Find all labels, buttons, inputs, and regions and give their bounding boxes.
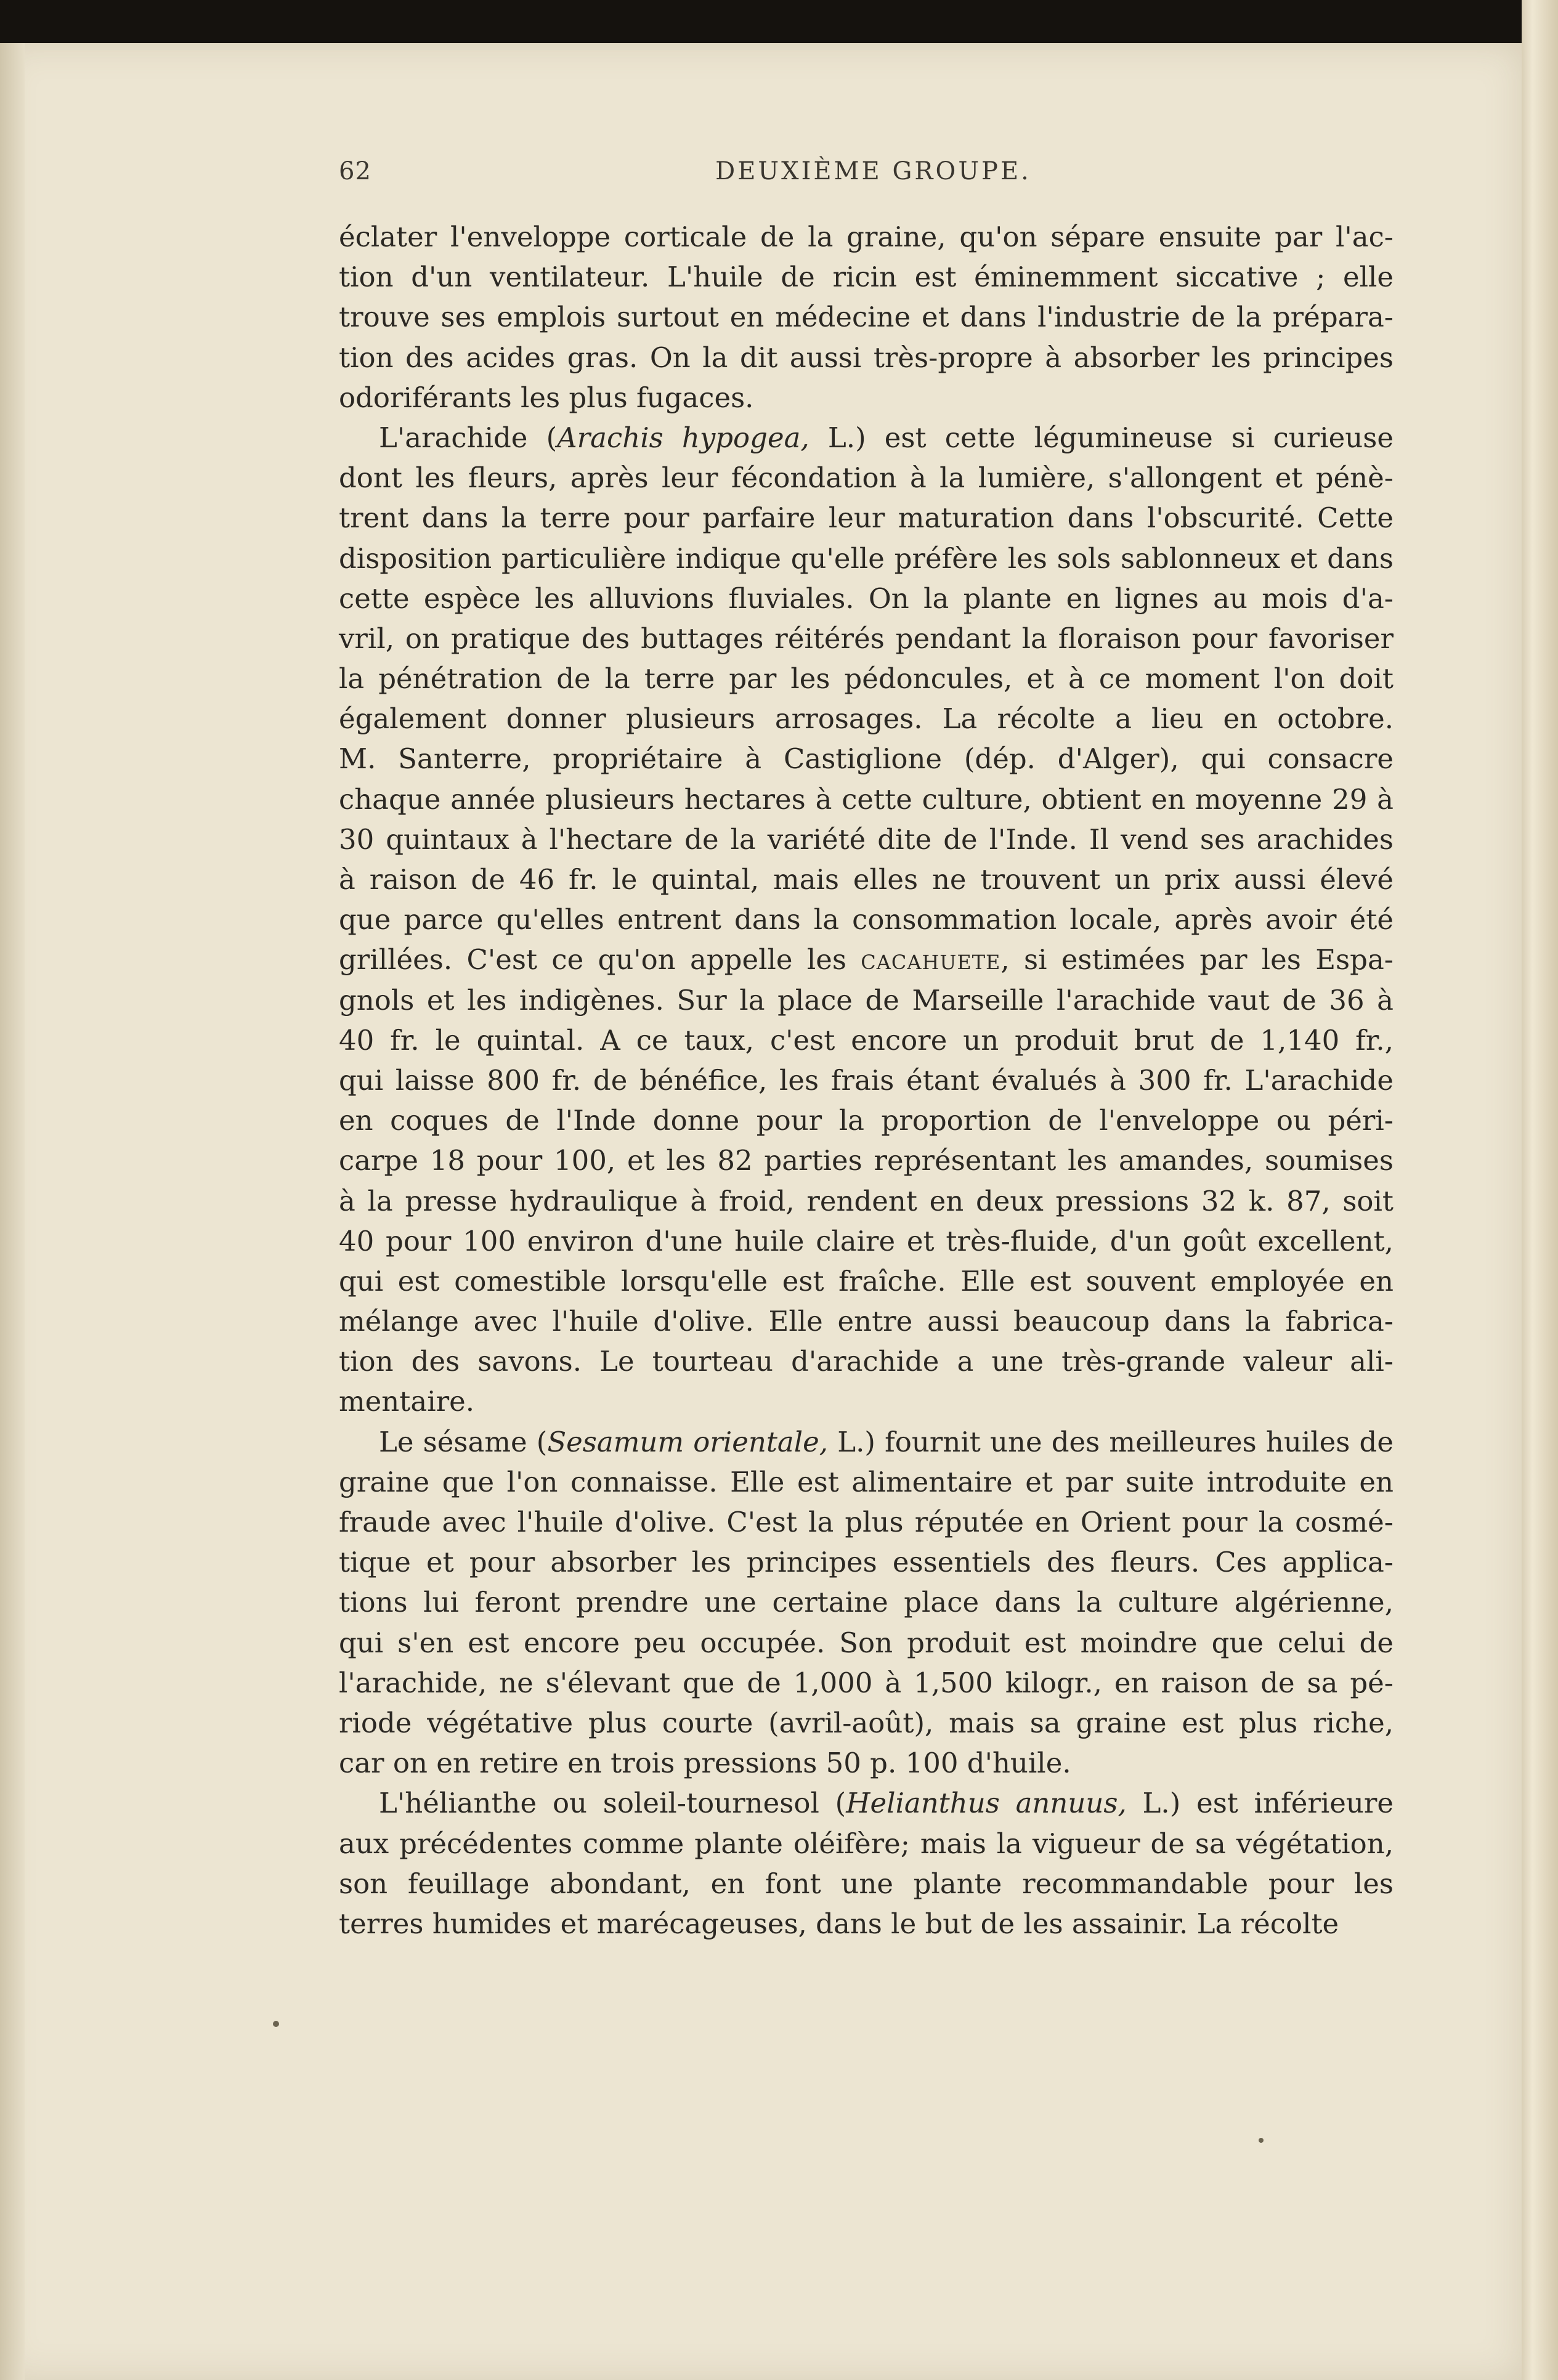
page-fore-edge [1522,0,1558,2380]
running-header [339,157,1408,194]
text-segment: L.) fournit une des meilleures huiles de [828,1425,1394,1458]
text-line: à raison de 46 fr. le quintal, mais elles ne trouvent un prix aussi élevé [339,863,1394,896]
text-line: trent dans la terre pour parfaire leur maturation dans l'obscurité. Cette [339,502,1394,535]
text-line: terres humides et marécageuses, dans le but de les assainir. La récolte [339,1907,1339,1940]
text-segment: grillées. C'est ce qu'on appelle les [339,943,861,977]
text-line: 40 pour 100 environ d'une huile claire et très-fluide, d'un goût excellent, [339,1224,1394,1257]
text-line: tique et pour absorber les principes essentiels des fleurs. Ces applica- [339,1546,1394,1579]
page-number: 62 [339,157,371,185]
text-line: tions lui feront prendre une certaine place dans la culture algérienne, [339,1586,1394,1619]
text-line: éclater l'enveloppe corticale de la graine, qu'on sépare ensuite par l'ac- [339,221,1394,253]
text-line: cette espèce les alluvions fluviales. On la plante en lignes au mois d'a- [339,582,1394,615]
text-line: 40 fr. le quintal. A ce taux, c'est encore un produit brut de 1,140 fr., [339,1023,1394,1057]
text-line: en coques de l'Inde donne pour la proportion de l'enveloppe ou péri- [339,1104,1394,1137]
text-segment: L.) est cette légumineuse si curieuse [809,421,1394,454]
scan-top-border [0,0,1558,43]
latin-name: Arachis hypogea, [557,421,809,454]
small-caps-term: cacahuete [861,943,1001,977]
text-line: que parce qu'elles entrent dans la consommation locale, après avoir été [339,903,1394,936]
latin-name: Helianthus annuus, [846,1787,1127,1820]
text-line: à la presse hydraulique à froid, rendent en deux pressions 32 k. 87, soit [339,1184,1394,1217]
text-line: riode végétative plus courte (avril-août), mais sa graine est plus riche, [339,1706,1394,1739]
text-line [339,418,1394,458]
text-line: qui s'en est encore peu occupée. Son produit est moindre que celui de [339,1626,1394,1659]
text-segment: L'hélianthe ou soleil-tournesol ( [379,1787,846,1820]
text-line: chaque année plusieurs hectares à cette culture, obtient en moyenne 29 à [339,782,1394,816]
paper-speck [273,2021,279,2027]
text-line [339,1783,1394,1823]
text-line: qui est comestible lorsqu'elle est fraîche. Elle est souvent employée en [339,1264,1394,1298]
text-line: mentaire. [339,1385,475,1418]
paragraph [339,1422,1394,1784]
text-line: dont les fleurs, après leur fécondation à la lumière, s'allongent et pénè- [339,461,1394,495]
text-line: qui laisse 800 fr. de bénéfice, les frais étant évalués à 300 fr. L'arachide [339,1063,1394,1097]
text-line: graine que l'on connaisse. Elle est alimentaire et par suite introduite en [339,1465,1394,1498]
text-line: car on en retire en trois pressions 50 p. 100 d'huile. [339,1747,1071,1780]
text-segment: L'arachide ( [379,421,558,454]
text-segment: L.) est inférieure [1126,1787,1394,1820]
latin-name: Sesamum orientale, [547,1425,829,1458]
text-segment: Le sésame ( [379,1425,548,1458]
text-line: fraude avec l'huile d'olive. C'est la plus réputée en Orient pour la cosmé- [339,1506,1394,1538]
paper-speck [1259,2138,1264,2143]
text-line [339,1422,1394,1462]
text-line: la pénétration de la terre par les pédoncules, et à ce moment l'on doit [339,662,1394,696]
text-line: gnols et les indigènes. Sur la place de Marseille l'arachide vaut de 36 à [339,983,1394,1017]
text-line: mélange avec l'huile d'olive. Elle entre aussi beaucoup dans la fabrica- [339,1305,1394,1338]
text-segment: , si estimées par les Espa- [1000,943,1394,977]
text-line: aux précédentes comme plante oléifère; mais la vigueur de sa végétation, [339,1827,1394,1860]
paragraph [339,1783,1394,1944]
paragraph [339,418,1394,1422]
text-line: son feuillage abondant, en font une plante recommandable pour les [339,1867,1394,1900]
text-line: trouve ses emplois surtout en médecine et dans l'industrie de la prépara- [339,301,1394,334]
text-line: tion des acides gras. On la dit aussi très-propre à absorber les principes [339,341,1394,374]
page-gutter-edge [0,43,25,2380]
text-line: également donner plusieurs arrosages. La récolte a lieu en octobre. [339,702,1394,736]
text-line: odoriférants les plus fugaces. [339,381,754,414]
text-line [339,940,1394,980]
text-line: tion des savons. Le tourteau d'arachide a une très-grande valeur ali- [339,1345,1394,1378]
text-line: tion d'un ventilateur. L'huile de ricin est éminemment siccative ; elle [339,261,1394,294]
text-line: 30 quintaux à l'hectare de la variété dite de l'Inde. Il vend ses arachides [339,822,1394,856]
running-title: DEUXIÈME GROUPE. [715,157,1031,185]
text-line: M. Santerre, propriétaire à Castiglione (dép. d'Alger), qui consacre [339,742,1394,776]
text-line: disposition particulière indique qu'elle préfère les sols sablonneux et dans [339,542,1394,575]
page-body-text [339,217,1394,1944]
paragraph [339,217,1394,418]
text-line: l'arachide, ne s'élevant que de 1,000 à 1,500 kilogr., en raison de sa pé- [339,1666,1394,1699]
text-line: carpe 18 pour 100, et les 82 parties représentant les amandes, soumises [339,1144,1394,1177]
text-line: vril, on pratique des buttages réitérés pendant la floraison pour favoriser [339,622,1394,655]
